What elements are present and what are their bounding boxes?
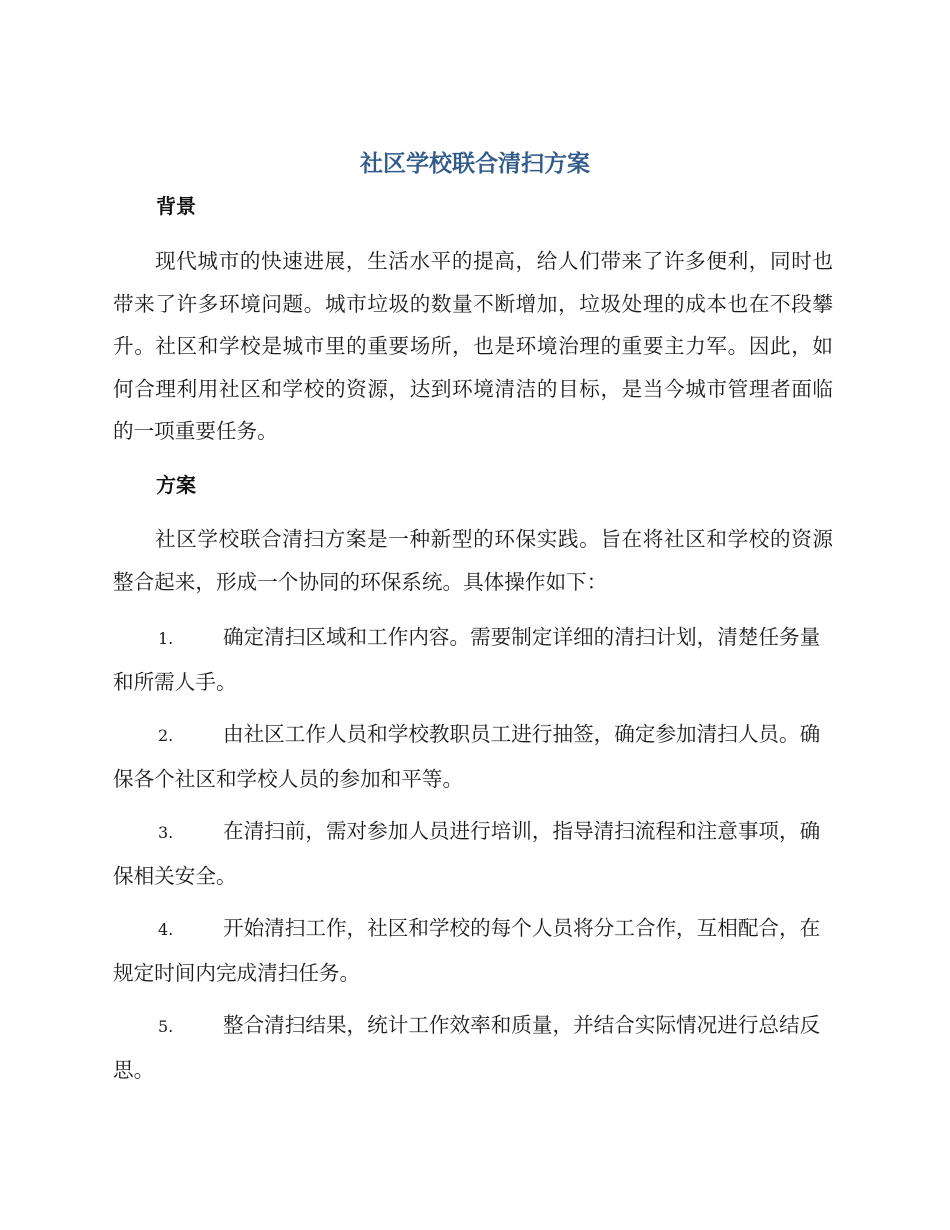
list-item: [113, 616, 833, 703]
list-number: 5.: [158, 1017, 174, 1036]
list-text: 整合清扫结果，统计工作效率和质量，并结合实际情况进行总结反思。: [113, 1013, 821, 1082]
document-title: 社区学校联合清扫方案: [360, 151, 590, 177]
list-number: 2.: [158, 726, 174, 745]
list-text: 由社区工作人员和学校教职员工进行抽签，确定参加清扫人员。确保各个社区和学校人员的参加和平等。: [113, 722, 821, 791]
list-item: [113, 907, 833, 994]
section-heading-plan: 方案: [156, 473, 196, 497]
list-text: 确定清扫区域和工作内容。需要制定详细的清扫计划，清楚任务量和所需人手。: [113, 625, 821, 694]
list-item: [113, 713, 833, 800]
list-item: [113, 1004, 833, 1091]
background-paragraph: 现代城市的快速进展，生活水平的提高，给人们带来了许多便利，同时也带来了许多环境问题。城市垃圾的数量不断增加，垃圾处理的成本也在不段攀升。社区和学校是城市里的重要场所，也是环境治理的重要主力军。因此，如何合理利用社区和学校的资源，达到环境清洁的目标，是当今城市管理者面临的一项重要任务。: [113, 249, 833, 443]
list-text: 开始清扫工作，社区和学校的每个人员将分工合作，互相配合，在规定时间内完成清扫任务。: [113, 916, 821, 985]
plan-paragraph: 社区学校联合清扫方案是一种新型的环保实践。旨在将社区和学校的资源整合起来，形成一个协同的环保系统。具体操作如下：: [113, 527, 833, 594]
list-text: 在清扫前，需对参加人员进行培训，指导清扫流程和注意事项，确保相关安全。: [113, 819, 821, 888]
list-number: 4.: [158, 920, 174, 939]
list-item: [113, 810, 833, 897]
list-number: 3.: [158, 823, 174, 842]
section-heading-background: 背景: [156, 194, 196, 218]
list-number: 1.: [158, 629, 174, 648]
